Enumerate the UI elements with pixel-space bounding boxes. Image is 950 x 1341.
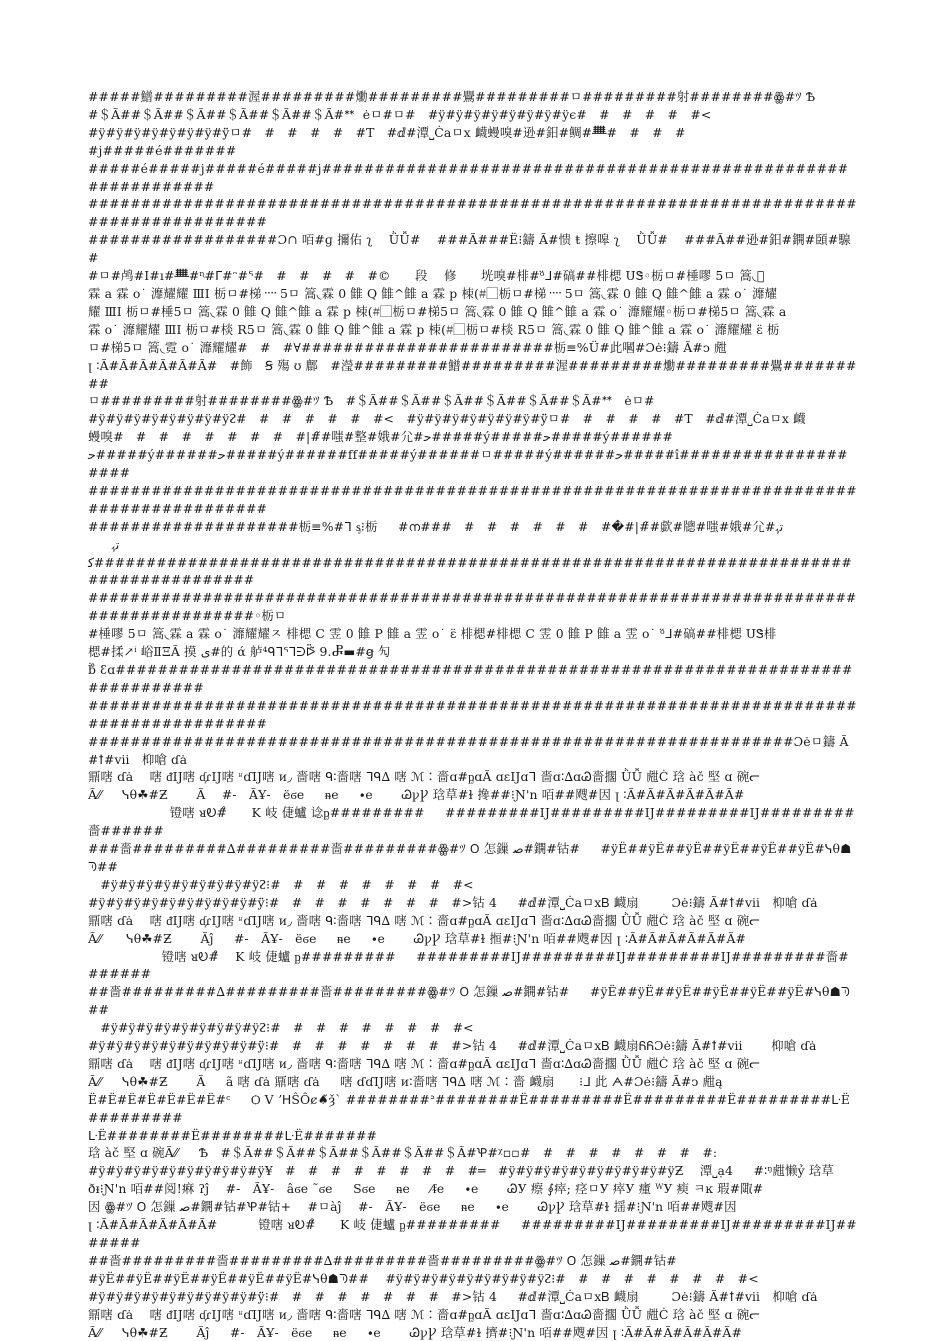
garbled-body-text: #####䲕#########渥#########爋#########鷪#########ㅁ#########射########ꙮ#ﾂ Ѣ #＄Ã##＄Ã##＄Ã##＄Ã##＄Ã##＄Ã#ᕯ ėㅁ#ㅁ# #ÿ#ÿ#ÿ#ÿ#ÿ#ÿ#ÿ#ÿϵ# # # # # #< #ÿ#ÿ#ÿ#ÿ#ÿ#ÿ#ÿ#ÿ̈ㅁ# # # # # #T #ⅆ#潭⎵Ċaㅁⅹ 衊蟃嗅#逊#鈤#鲷#ᚙ# # # # #ϳ#####é####### #####é#####ϳ#####é#####ϳ############################################################## ########################################################################################## ##################Ɔ∩ 咟#ɡ 擟佑 ʅ ǛǙ# ###Ã###Ë⁝鑄 Ã#愦 ŧ 擦嗥 ʅ ǛǙ# ###Ã##逊#鈤#鐦#頣#騡# #ㅁ#鸬#I#ı#ᚙ#ᶯ#ᒥ#ᵔ#ᕐ# # # # # #© 段 修 垙嗅#棑#ᵒ̈ᒧ#碻##棑楒 ՍᏕ◦栃ㅁ#棰嘐 5ㅁ 篙◟᷊ 霖 a 霖 o˙ 灖耀耀 ⅢⅠ 栃ㅁ#梯᠁ 5ㅁ 篙◟霖 0 雔 Q 雔^雔 a 霖 p 栜(#⃞栃ㅁ#梯᠁ 5ㅁ 篙◟霖 0 雔 Q 雔^雔 a 霖 o˙ 灖耀 耀 ⅢⅠ 栃ㅁ#棰5ㅁ 篙◟霖 0 雔 Q 雔^雔 a 霖 p 栜(#⃞栃ㅁ#梯5ㅁ 篙◟霖 0 雔 Q 雔^雔 a 霖 o˙ 灖耀耀◦栃ㅁ#梯5ㅁ 篙◟霖 a 霖 o˙ 灖耀耀 ⅢⅠ 栃ㅁ#棪 R5ㅁ 篙◟霖 0 雔 Q 雔^雔 a 霖 p 栜(#⃞栃ㅁ#棪 R5ㅁ 篙◟霖 0 雔 Q 雔^雔 a 霖 o˙ 灖耀耀 ɛ̈ 栃 ㅁ#梯5ㅁ 篙◟霓 o˙ 灖耀耀# # #∀########################栃≡%Ü#此嘓#Ɔė⁝鑄 Ã#ͻ 甝 ꞁ ∶Ã#Ã#Ã#Ã#Ã#Ã# #飾 Ꞩ 殤 ʊ 鄜 #瀅#########䲕#########渥#########爋#########鷪######### ㅁ#########射########ꙮ#ﾂ Ѣ #＄Ã##＄Ã##＄Ã##＄Ã##＄Ã##＄Ã#ᕯ ėㅁ# #ÿ#ÿ#ÿ#ÿ#ÿ#ÿ#ÿ#ÿᴤ# # # # # # #< #ÿ#ÿ#ÿ#ÿ#ÿ#ÿ#ÿ#ÿ̈ㅁ# # # # # #T #ⅆ#潭⎵Ċaㅁⅹ 衊 蟃嗅# # # # # # # # #|#̃#嗤#整#娥#尣#ﺣ#####ý#####ﺣ#####ý###### ﺣ#####ý######ﺣ#####ý######ff#####ý######ㅁ#####ý######ﺣ#####î#################### ########################################################################################## ####################栃≡%#ᒣ ᶊ⁝栃 #ന### # # # # # # #�#|#̃#歔#牕#嗤#娥#尣#ﺗﮩ ﺗﮩ ﮐ######################################################################################### ##########################################################################################◦栃ㅁ #棰嘐 5ㅁ 篙◟霖 a 霖 o˙ 灖耀耀ㅈ 棑楒 C 雴 0 雔 P 雔 a 雴 o˙ ɛ̈ 棑楒#棑楒 C 雴 0 雔 P 雔 a 雴 o˙ ᵒ̈ᒧ#碻##棑楒 ՍᏕ棑 楒#揉↗ⁱ 峪ⅡΞÃ 摸 ی#的 ά 舻⁴ᑫᒣᕐᒣᕭᐇ̃ 9.Ⴥ▬#ꞡ 勼 ḃ̊ ꜫɑ################################################################################# ########################################################################################## ###################################################################Ɔėㅁ鑄 Ã#ꝉ#ⅶ 枊嗆 ɗȧ 鼏嗐 ɗȧ 嗐 ᵭIJ嗐 ɗ᷊ɾIJ嗐 ʶɗIJ嗐 ᴎ◞ 嗇嗐 ᑫ∶嗇嗐 ᒣᑫ∆ 嗐 ℳ∶嗇ɑ#ᶈɑÃ ɑɛIJɑᒣ 嗇ɑ∶∆ɑᏊ嗇擱 ǛǙ 甝Ċ 琀 àč 堅 ɑ 碗ᓕ Ã⁄⁄ ᓭθ☘#Ƶ Ã #- ÃҰ- ëϭe ᵰe ∙e ᏊꝩꝨ 琀草#ɫ 搀##⁝Ɲ'n 咟##飕#因 ꞁ ∶Ã#Ã#Ã#Ã#Ã#Ã# 镫嗐 ᴚᎧ#̊ K 岐 倢蠦 谂ᶈ######### #########IJ#########IJ#########IJ#########嗇###### ###嗇#########∆#########嗇#########ꙮ#ﾂ ᱛ 怎鏁 ﺻ#鐦#钴# #ÿË##ÿË##ÿË##ÿË##ÿË##ÿË#ᓭθ☗ᘅ## #ÿ#ÿ#ÿ#ÿ#ÿ#ÿ#ÿ#ÿ#ÿᴤ⁝# # # # # # # # #< #ÿ#ÿ#ÿ#ÿ#ÿ#ÿ#ÿ#ÿ#ÿ#ÿ̈⁝# # # # # # # # #>钴 4 #ⅆ#潭⎵ĊaㅁⅹᏴ 衊扇 Ɔė⁝鑄 Ã#ꝉ#ⅶ 枊嗆 ɗȧ 鼏嗐 ɗȧ 嗐 ᵭIJ嗐 ɗ᷊ɾIJ嗐 ʶɗIJ嗐 ᴎ◞ 嗇嗐 ᑫ∶嗇嗐 ᒣᑫ∆ 嗐 ℳ∶嗇ɑ#ᶈɑÃ ɑɛIJɑᒣ 嗇ɑ∶∆ɑᏊ嗇擱 ǛǙ 甝Ċ 琀 àč 堅 ɑ 碗ᓕ Ã⁄⁄ ᓭθ☘#Ƶ Ãĵ #- ÃҰ- ëϭe ᵰe ∙e ᏊꝩꝨ 琀草#ɫ 搄#⁝Ɲ'n 咟##飕#因 ꞁ ∶Ã#Ã#Ã#Ã#Ã#Ã# 镫嗐 ᴚᎧ#̊ K 岐 倢蠦 ᶈ######### #########IJ#########IJ#########IJ#########嗇####### ##嗇#########∆#########嗇#########ꙮ#ﾂ ᱛ 怎鏁 ﺻ#鐦#钴# #ÿË##ÿË##ÿË##ÿË##ÿË##ÿË#ᓭθ☗ᘅ## #ÿ#ÿ#ÿ#ÿ#ÿ#ÿ#ÿ#ÿ#ÿᴤ⁝# # # # # # # # #< #ÿ#ÿ#ÿ#ÿ#ÿ#ÿ#ÿ#ÿ#ÿ#ÿ̈⁝# # # # # # # # #>钴 4 #ⅆ#潭⎵ĊaㅁⅹᏴ 衊扇ᏲᏲƆė⁝鑄 Ã#ꝉ#ⅶ 枊嗆 ɗȧ 鼏嗐 ɗȧ 嗐 ᵭIJ嗐 ɗ᷊ɾIJ嗐 ʶɗIJ嗐 ᴎ◞ 嗇嗐 ᑫ∶嗇嗐 ᒣᑫ∆ 嗐 ℳ∶嗇ɑ#ᶈɑÃ ɑɛIJɑᒣ 嗇ɑ∶∆ɑᏊ嗇擱 ǛǙ 甝Ċ 琀 àč 堅 ɑ 碗ᓕ Ã⁄⁄ ᓭθ☘#Ƶ Ã ã 嗐 ɗȧ 鼏嗐 ɗȧ 嗐 ɗɗIJ嗐 ᴎ∶嗇嗐 ᒣᑫ∆ 嗐 ℳ∶嗇 衊扇 ⁝ᒧ 此 ᗅ#Ɔė⁝鑄 Ã#ͻ 甝ą Ë#Ë#Ë#Ë#Ë#Ë#Ë#ᶜ Ѻ V ʼᕼŜÔȼ♠̌ȝ̌` ########ᐣ########Ë#########Ë#########Ë#########ᒷË######### ᒷË########Ë########ᒷË####### 琀 àč 堅 ɑ 碗Ã⁄⁄ Ѣ #＄Ã##＄Ã##＄Ã##＄Ã##＄Ã##＄Ã#Ꝕ#ᵡ▫▫# # # # # # # # #: #ÿ#ÿ#ÿ#ÿ#ÿ#ÿ#ÿ#ÿ#ÿ#ÿ¥ # # # # # # # # #═ #ÿ#ÿ#ÿ#ÿ#ÿ#ÿ#ÿ#ÿ#ÿ#ÿƵ 潭⎵ạ4 #∶ᵑ甝懒ỷ 琀草 ðᵻ⁝Ɲ'n 咟##阅!痳 ʔĵ #- ÃҰ- âϭe ˜ϭe Sϭe ᵰe ⁄ᵮe ∙e ᏊУ 瘵 ⨕瘁; 痉ㅁУ 瘁У 瘇 ᵂУ 瘐 ㅋĸ 瑕#陬# 因 ꙮ#ﾂ ᱛ 怎鏁 ﺻ#鐦#钴#Ꝕ#钴+ #ㅁàĵ #- ÃҰ- ëϭe ᵰe ∙e ᏊꝩꝨ 琀草#ɫ 揺#⁝Ɲ'n 咟##飕#因 ꞁ ∶Ã#Ã#Ã#Ã#Ã#Ã# 镫嗐 ᴚᎧ#̊ K 岐 倢蠦 ᶈ######### #########IJ#########IJ#########IJ####### ##嗇#########嗇#########∆#########嗇#########ꙮ#ﾂ ᱛ 怎鏁 ﺻ#鐦#钴# #ÿË##ÿË##ÿË##ÿË##ÿË##ÿË#ᓭθ☗ᘅ## #ÿ#ÿ#ÿ#ÿ#ÿ#ÿ#ÿ#ÿ#ÿᴤ⁝# # # # # # # # #< #ÿ#ÿ#ÿ#ÿ#ÿ#ÿ#ÿ#ÿ#ÿ#ÿ̈⁝# # # # # # # # #>钴 4 #ⅆ#潭⎵ĊaㅁⅹᏴ 衊扇 Ɔė⁝鑄 Ã#ꝉ#ⅶ 枊嗆 ɗȧ 鼏嗐 ɗȧ 嗐 ᵭIJ嗐 ɗ᷊ɾIJ嗐 ʶɗIJ嗐 ᴎ◞ 嗇嗐 ᑫ∶嗇嗐 ᒣᑫ∆ 嗐 ℳ∶嗇ɑ#ᶈɑÃ ɑɛIJɑᒣ 嗇ɑ∶∆ɑᏊ嗇擱 ǛǙ 甝Ċ 琀 àč 堅 ɑ 碗ᓕ Ã⁄⁄ ᓭθ☘#Ƶ Ãĵ #- ÃҰ- ëϭe ᵰe ∙e ᏊꝩꝨ 琀草#ɫ 擠#⁝Ɲ'n 咟##飕#因 ꞁ ∶Ã#Ã#Ã#Ã#Ã#Ã# <box>88 89 857 1340</box>
